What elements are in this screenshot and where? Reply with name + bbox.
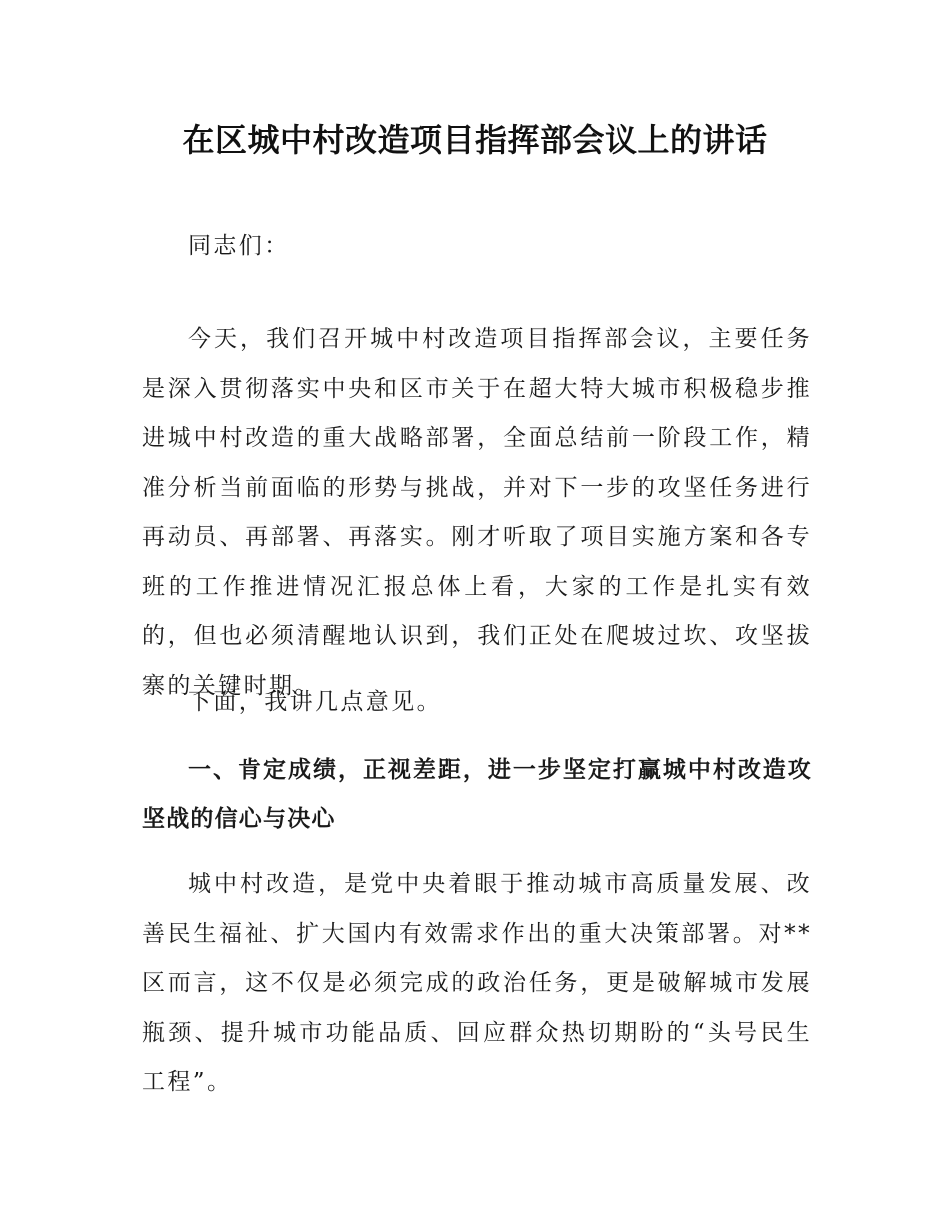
paragraph-transition-text: 下面，我讲几点意见。 [188,689,442,715]
paragraph-transition [142,678,812,728]
document-title: 在区城中村改造项目指挥部会议上的讲话 [182,121,768,159]
paragraph-section-1 [142,860,812,1108]
greeting-text: 同志们： [188,233,290,259]
greeting [142,222,812,272]
paragraph-opening-text: 今天，我们召开城中村改造项目指挥部会议，主要任务是深入贯彻落实中央和区市关于在超大特大城市积极稳步推进城中村改造的重大战略部署，全面总结前一阶段工作，精准分析当前面临的形势与挑战，并对下一步的攻坚任务进行再动员、再部署、再落实。刚才听取了项目实施方案和各专班的工作推进情况汇报总体上看，大家的工作是扎实有效的，但也必须清醒地认识到，我们正处在爬坡过坎、攻坚拔寨的关键时期。 [142,326,812,699]
section-heading-1 [142,746,812,844]
paragraph-opening [142,315,812,711]
section-heading-1-text: 一、肯定成绩，正视差距，进一步坚定打赢城中村改造攻坚战的信心与决心 [142,757,812,832]
paragraph-section-1-text: 城中村改造，是党中央着眼于推动城市高质量发展、改善民生福祉、扩大国内有效需求作出的重大决策部署。对**区而言，这不仅是必须完成的政治任务，更是破解城市发展瓶颈、提升城市功能品质、回应群众热切期盼的“头号民生工程”。 [142,871,812,1095]
